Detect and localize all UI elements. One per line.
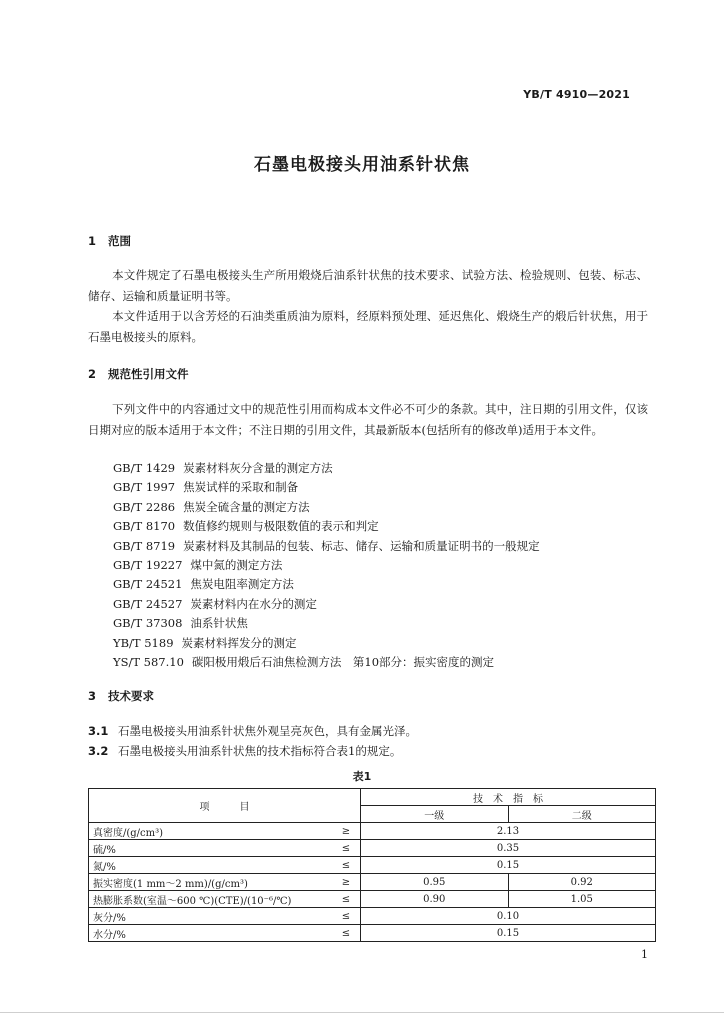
value-merged: 0.15 — [361, 925, 656, 942]
operator: ≤ — [332, 840, 361, 857]
table-row — [89, 840, 656, 857]
reference-item — [113, 556, 540, 575]
section-title: 技术要求 — [108, 689, 154, 703]
reference-code: GB/T 37308 — [113, 616, 183, 631]
reference-code: GB/T 24527 — [113, 596, 183, 611]
value-grade-1: 0.95 — [361, 874, 509, 891]
paragraph-text: 本文件适用于以含芳烃的石油类重质油为原料，经原料预处理、延迟焦化、煅烧生产的煅后针状焦，用于石墨电极接头的原料。 — [88, 309, 648, 344]
reference-item — [113, 634, 540, 653]
clause-number: 3.1 — [88, 724, 109, 738]
item-name: 真密度/(g/cm³) — [89, 823, 333, 840]
value-merged: 0.15 — [361, 857, 656, 874]
reference-title: 碳阳极用煅后石油焦检测方法 第10部分：振实密度的测定 — [191, 654, 495, 669]
item-name: 氮/% — [89, 857, 333, 874]
operator: ≥ — [332, 823, 361, 840]
value-merged: 0.10 — [361, 908, 656, 925]
clause-text: 石墨电极接头用油系针状焦外观呈亮灰色，具有金属光泽。 — [118, 724, 417, 738]
section-2-heading — [88, 366, 189, 382]
value-grade-2: 1.05 — [508, 891, 656, 908]
paragraph-text: 下列文件中的内容通过文中的规范性引用而构成本文件必不可少的条款。其中，注日期的引用文件，仅该日期对应的版本适用于本文件；不注日期的引用文件，其最新版本(包括所有的修改单)适用于本文件。 — [88, 402, 648, 437]
section-3-heading — [88, 688, 154, 704]
reference-code: GB/T 1997 — [113, 480, 176, 495]
reference-title: 数值修约规则与极限数值的表示和判定 — [183, 519, 379, 534]
value-grade-1: 0.90 — [361, 891, 509, 908]
operator: ≤ — [332, 857, 361, 874]
clause-text: 石墨电极接头用油系针状焦的技术指标符合表1的规定。 — [118, 744, 402, 758]
value-grade-2: 0.92 — [508, 874, 656, 891]
reference-title: 焦炭试样的采取和制备 — [183, 480, 299, 495]
table-row — [89, 874, 656, 891]
reference-code: YS/T 587.10 — [113, 654, 184, 669]
section-1-para-1 — [88, 265, 648, 307]
reference-code: GB/T 2286 — [113, 499, 176, 514]
standard-code: YB/T 4910—2021 — [523, 88, 630, 101]
reference-item — [113, 498, 540, 517]
section-title: 范围 — [108, 234, 131, 248]
operator: ≤ — [332, 908, 361, 925]
table-row — [89, 908, 656, 925]
reference-item — [113, 575, 540, 594]
item-name: 热膨胀系数(室温～600 ℃)(CTE)/(10⁻⁶/℃) — [89, 891, 333, 908]
item-name: 振实密度(1 mm～2 mm)/(g/cm³) — [89, 874, 333, 891]
reference-item — [113, 653, 540, 672]
reference-title: 焦炭全硫含量的测定方法 — [183, 499, 310, 514]
reference-code: GB/T 24521 — [113, 577, 183, 592]
reference-title: 煤中氮的测定方法 — [190, 557, 283, 572]
reference-item — [113, 537, 540, 556]
page-number: 1 — [641, 948, 648, 961]
table-row — [89, 823, 656, 840]
reference-list — [113, 459, 540, 672]
reference-title: 炭素材料及其制品的包装、标志、储存、运输和质量证明书的一般规定 — [183, 538, 540, 553]
section-number: 3 — [88, 689, 97, 703]
reference-title: 炭素材料灰分含量的测定方法 — [183, 461, 333, 475]
reference-code: GB/T 19227 — [113, 557, 183, 572]
reference-code: YB/T 5189 — [113, 635, 174, 650]
reference-title: 焦炭电阻率测定方法 — [190, 577, 294, 592]
reference-title: 炭素材料挥发分的测定 — [181, 635, 297, 650]
table-header-row — [89, 789, 656, 806]
header-grade-1: 一级 — [361, 806, 509, 823]
table-row — [89, 891, 656, 908]
header-item: 项 目 — [89, 789, 361, 823]
value-merged: 0.35 — [361, 840, 656, 857]
operator: ≤ — [332, 925, 361, 942]
section-title: 规范性引用文件 — [108, 367, 189, 381]
item-name: 灰分/% — [89, 908, 333, 925]
table-caption: 表1 — [352, 770, 372, 783]
section-1-para-2 — [88, 306, 648, 348]
reference-code: GB/T 8170 — [113, 519, 176, 534]
item-name: 水分/% — [89, 925, 333, 942]
table-row — [89, 857, 656, 874]
section-1-heading — [88, 233, 131, 249]
page-edge-divider — [0, 1012, 724, 1013]
header-grade-2: 二级 — [508, 806, 656, 823]
reference-title: 炭素材料内在水分的测定 — [190, 596, 317, 611]
reference-title: 油系针状焦 — [190, 616, 248, 631]
value-merged: 2.13 — [361, 823, 656, 840]
clause-3-2 — [88, 743, 401, 759]
header-index: 技 术 指 标 — [361, 789, 656, 806]
clause-3-1 — [88, 723, 417, 739]
reference-item — [113, 478, 540, 497]
reference-item — [113, 517, 540, 536]
spec-table — [88, 788, 656, 942]
section-number: 2 — [88, 367, 97, 381]
item-name: 硫/% — [89, 840, 333, 857]
table-row — [89, 925, 656, 942]
operator: ≤ — [332, 891, 361, 908]
reference-code: GB/T 1429 — [113, 461, 176, 475]
document-title: 石墨电极接头用油系针状焦 — [254, 155, 470, 175]
reference-item — [113, 459, 540, 478]
reference-code: GB/T 8719 — [113, 538, 176, 553]
reference-item — [113, 614, 540, 633]
operator: ≥ — [332, 874, 361, 891]
clause-number: 3.2 — [88, 744, 109, 758]
section-2-intro — [88, 399, 648, 441]
reference-item — [113, 595, 540, 614]
paragraph-text: 本文件规定了石墨电极接头生产所用煅烧后油系针状焦的技术要求、试验方法、检验规则、包装、标志、储存、运输和质量证明书等。 — [88, 268, 648, 303]
section-number: 1 — [88, 234, 97, 248]
